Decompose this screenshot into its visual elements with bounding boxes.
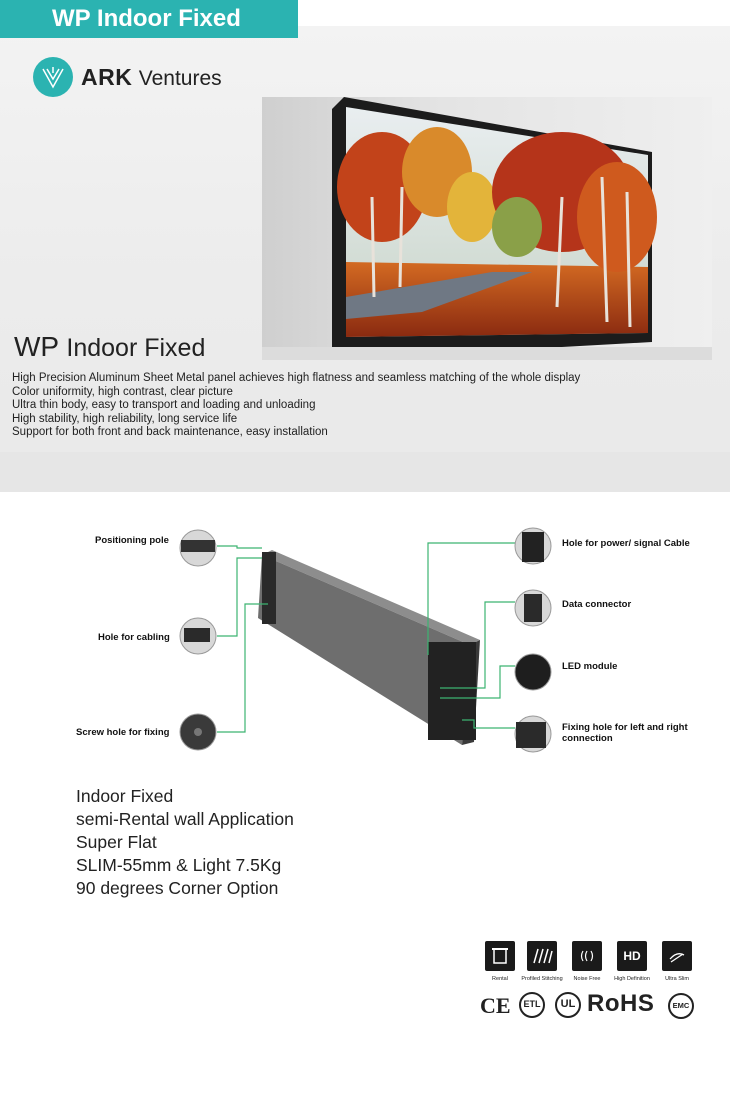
brand-name-regular: Ventures — [138, 66, 222, 90]
etl-mark-icon: ETL — [519, 992, 545, 1018]
emc-mark-icon: EMC — [668, 993, 694, 1019]
callout-led-module: LED module — [562, 661, 618, 672]
brand-logo — [33, 57, 222, 97]
icon-label-rental: Rental — [492, 976, 508, 982]
product-title-prefix: WP — [14, 331, 59, 362]
ul-mark-icon: UL — [555, 992, 581, 1018]
callout-hole-for-cabling: Hole for cabling — [98, 632, 170, 643]
noise-free-icon — [572, 941, 602, 971]
spec-list — [76, 785, 294, 900]
ultra-slim-icon — [662, 941, 692, 971]
icon-label-high-definition: High Definition — [614, 976, 650, 982]
callout-positioning-pole: Positioning pole — [95, 535, 169, 546]
product-title-suffix: Indoor Fixed — [66, 334, 206, 362]
feature-item: Color uniformity, high contrast, clear picture — [12, 385, 233, 398]
icon-label-ultra-slim: Ultra Slim — [665, 976, 689, 982]
feature-list — [12, 372, 580, 440]
spec-item: Indoor Fixed — [76, 786, 174, 806]
feature-item: High stability, high reliability, long service life — [12, 412, 238, 425]
brand-name — [81, 64, 222, 91]
profiled-stitching-icon — [527, 941, 557, 971]
feature-item: Support for both front and back maintenance, easy installation — [12, 426, 328, 439]
product-title — [14, 331, 205, 363]
rohs-mark-icon: RoHS — [587, 990, 655, 1017]
ce-mark-icon: CE — [480, 993, 511, 1018]
spec-item: Super Flat — [76, 832, 157, 852]
section-divider-band — [0, 452, 730, 492]
callout-fixing-hole: Fixing hole for left and right connection — [562, 722, 688, 744]
hero-image — [262, 97, 712, 360]
spec-item: SLIM-55mm & Light 7.5Kg — [76, 855, 282, 875]
icon-label-profiled-stitching: Profiled Stitching — [521, 976, 563, 982]
spec-item: semi-Rental wall Application — [76, 809, 294, 829]
callout-power-signal-hole: Hole for power/ signal Cable — [562, 538, 690, 549]
header-title: WP Indoor Fixed — [0, 0, 298, 38]
callout-screw-hole: Screw hole for fixing — [76, 727, 170, 738]
feature-item: Ultra thin body, easy to transport and loading and unloading — [12, 399, 316, 412]
ark-ventures-logo-icon — [33, 57, 73, 97]
feature-item: High Precision Aluminum Sheet Metal panel achieves high flatness and seamless matching of the whole display — [12, 372, 581, 384]
cabinet-diagram — [0, 510, 730, 760]
icon-label-noise-free: Noise Free — [573, 976, 601, 982]
rental-icon — [485, 941, 515, 971]
spec-item: 90 degrees Corner Option — [76, 878, 279, 898]
brand-name-bold: ARK — [81, 63, 133, 90]
led-cabinet-illustration — [258, 550, 480, 745]
hd-icon: HD — [617, 941, 647, 971]
callout-data-connector: Data connector — [562, 599, 632, 610]
